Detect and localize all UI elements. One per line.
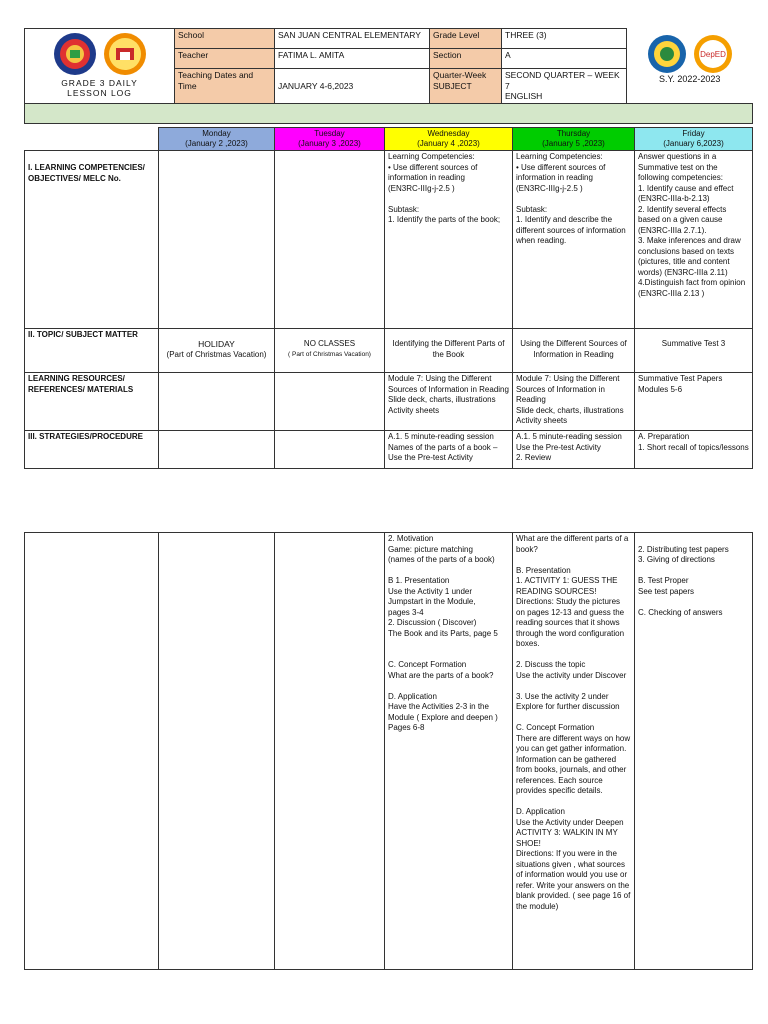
day-date: (January 3 ,2023) [298,139,361,148]
day-name: Monday [202,129,231,138]
green-band [25,103,753,123]
strategies-wednesday: A.1. 5 minute-reading session Names of the parts of a book – Use the Pre-test Activity [385,431,513,469]
strategies-friday: A. Preparation 1. Short recall of topics/lessons [635,431,753,469]
day-header-wednesday [385,128,513,151]
day-name: Thursday [556,129,591,138]
competencies-tuesday [275,151,385,329]
day-date: (January 6,2023) [663,139,724,148]
continued-thursday: What are the different parts of a book? B. Presentation 1. ACTIVITY 1: GUESS THE READING SOURCES! Directions: Study the pictures on pages 12-13 and guess the reading sources that it shows through the word configuration boxes. 2. Discuss the topic Use the activity under Discover 3. Use the activity 2 under Explore for further discussion C. Concept Formation There are different ways on how you can get gather information. Information can be gathered from books, journals, and other references. Each source provides specific details. D. Application Use the Activity under Deepen ACTIVITY 3: WALKIN IN MY SHOE! Directions: If you were in the situations given , what sources of information would you use or refer. Write your answers on the blank provided. ( see page 16 of the module) [513,533,635,970]
topic-monday [159,329,275,373]
deped-logo-text: DepED [699,49,726,59]
header-table [24,28,753,124]
day-name: Friday [682,129,705,138]
lesson-table-page-1 [24,127,753,469]
lesson-log-caption [28,78,171,98]
teacher-value: FATIMA L. AMITA [275,49,430,69]
competencies-thursday: Learning Competencies: • Use different sources of information in reading (EN3RC-IIIg-j-2.5 ) Subtask: 1. Identify and describe the different sources of information when reading. [513,151,635,329]
division-seal-icon [103,32,147,76]
caption-line-1: GRADE 3 DAILY [61,78,138,88]
competencies-row [25,151,753,329]
topic-monday-line1: HOLIDAY [198,339,235,349]
topic-thursday: Using the Different Sources of Information in Reading [513,329,635,373]
topic-tuesday-line1: NO CLASSES [303,339,356,348]
grade-value: THREE (3) [502,29,627,49]
caption-line-2: LESSON LOG [67,88,132,98]
day-name: Wednesday [427,129,470,138]
resources-wednesday: Module 7: Using the Different Sources of Information in Reading Slide deck, charts, illustrations Activity sheets [385,373,513,431]
strategies-row [25,431,753,469]
section-value: A [502,49,627,69]
quarter-value: SECOND QUARTER – WEEK 7 ENGLISH [502,69,627,104]
resources-thursday: Module 7: Using the Different Sources of Information in Reading Slide deck, charts, illustrations Activity sheets [513,373,635,431]
resources-row [25,373,753,431]
competencies-label: I. LEARNING COMPETENCIES/ OBJECTIVES/ MELC No. [25,151,159,329]
section-label: Section [430,49,502,69]
strategies-continued-row [25,533,753,970]
topic-wednesday: Identifying the Different Parts of the Book [385,329,513,373]
dates-value: JANUARY 4-6,2023 [275,69,430,104]
quarter-label: Quarter-Week SUBJECT [430,69,502,104]
strategies-tuesday [275,431,385,469]
day-header-friday [635,128,753,151]
resources-tuesday [275,373,385,431]
competencies-wednesday: Learning Competencies: • Use different sources of information in reading (EN3RC-IIIg-j-2.5 ) Subtask: 1. Identify the parts of the book; [385,151,513,329]
teacher-label: Teacher [175,49,275,69]
resources-label: LEARNING RESOURCES/ REFERENCES/ MATERIALS [25,373,159,431]
day-header-row [25,128,753,151]
school-year: S.Y. 2022-2023 [659,73,721,84]
topic-tuesday [275,329,385,373]
day-header-monday [159,128,275,151]
school-label: School [175,29,275,49]
deped-logo-icon [693,34,733,74]
right-logo-cell [627,29,753,104]
day-header-tuesday [275,128,385,151]
day-name: Tuesday [314,129,345,138]
continued-label [25,533,159,970]
topic-monday-line2: (Part of Christmas Vacation) [166,349,267,359]
topic-label: II. TOPIC/ SUBJECT MATTER [25,329,159,373]
day-date: (January 5 ,2023) [542,139,605,148]
strategies-monday [159,431,275,469]
resources-friday: Summative Test Papers Modules 5-6 [635,373,753,431]
day-date: (January 2 ,2023) [185,139,248,148]
school-value: SAN JUAN CENTRAL ELEMENTARY [275,29,430,49]
competencies-monday [159,151,275,329]
strategies-thursday: A.1. 5 minute-reading session Use the Pre-test Activity 2. Review [513,431,635,469]
logo-cell [25,29,175,104]
lesson-table-page-2 [24,532,753,970]
deped-region-seal-icon [53,32,97,76]
strategies-label: III. STRATEGIES/PROCEDURE [25,431,159,469]
resources-monday [159,373,275,431]
continued-tuesday [275,533,385,970]
day-date: (January 4 ,2023) [417,139,480,148]
grade-label: Grade Level [430,29,502,49]
topic-row [25,329,753,373]
day-header-blank [25,128,159,151]
continued-monday [159,533,275,970]
topic-tuesday-line2: ( Part of Christmas Vacation) [288,350,371,358]
competencies-friday: Answer questions in a Summative test on the following competencies: 1. Identify cause and effect (EN3RC-IIIa-b-2.13) 2. Identify several effects based on a given cause (EN3RC-IIIa 2.7.1). 3. Make inferences and draw conclusions based on texts (pictures, title and content words) (EN3RC-IIIa 2.11) 4.Distinguish fact from opinion (EN3RC-IIIa 2.13 ) [635,151,753,329]
topic-friday: Summative Test 3 [635,329,753,373]
school-seal-icon [647,34,687,74]
continued-wednesday: 2. Motivation Game: picture matching (names of the parts of a book) B 1. Presentation Use the Activity 1 under Jumpstart in the Module, pages 3-4 2. Discussion ( Discover) The Book and its Parts, page 5 C. Concept Formation What are the parts of a book? D. Application Have the Activities 2-3 in the Module ( Explore and deepen ) Pages 6-8 [385,533,513,970]
dates-label: Teaching Dates and Time [175,69,275,104]
day-header-thursday [513,128,635,151]
continued-friday: 2. Distributing test papers 3. Giving of directions B. Test Proper See test papers C. Checking of answers [635,533,753,970]
